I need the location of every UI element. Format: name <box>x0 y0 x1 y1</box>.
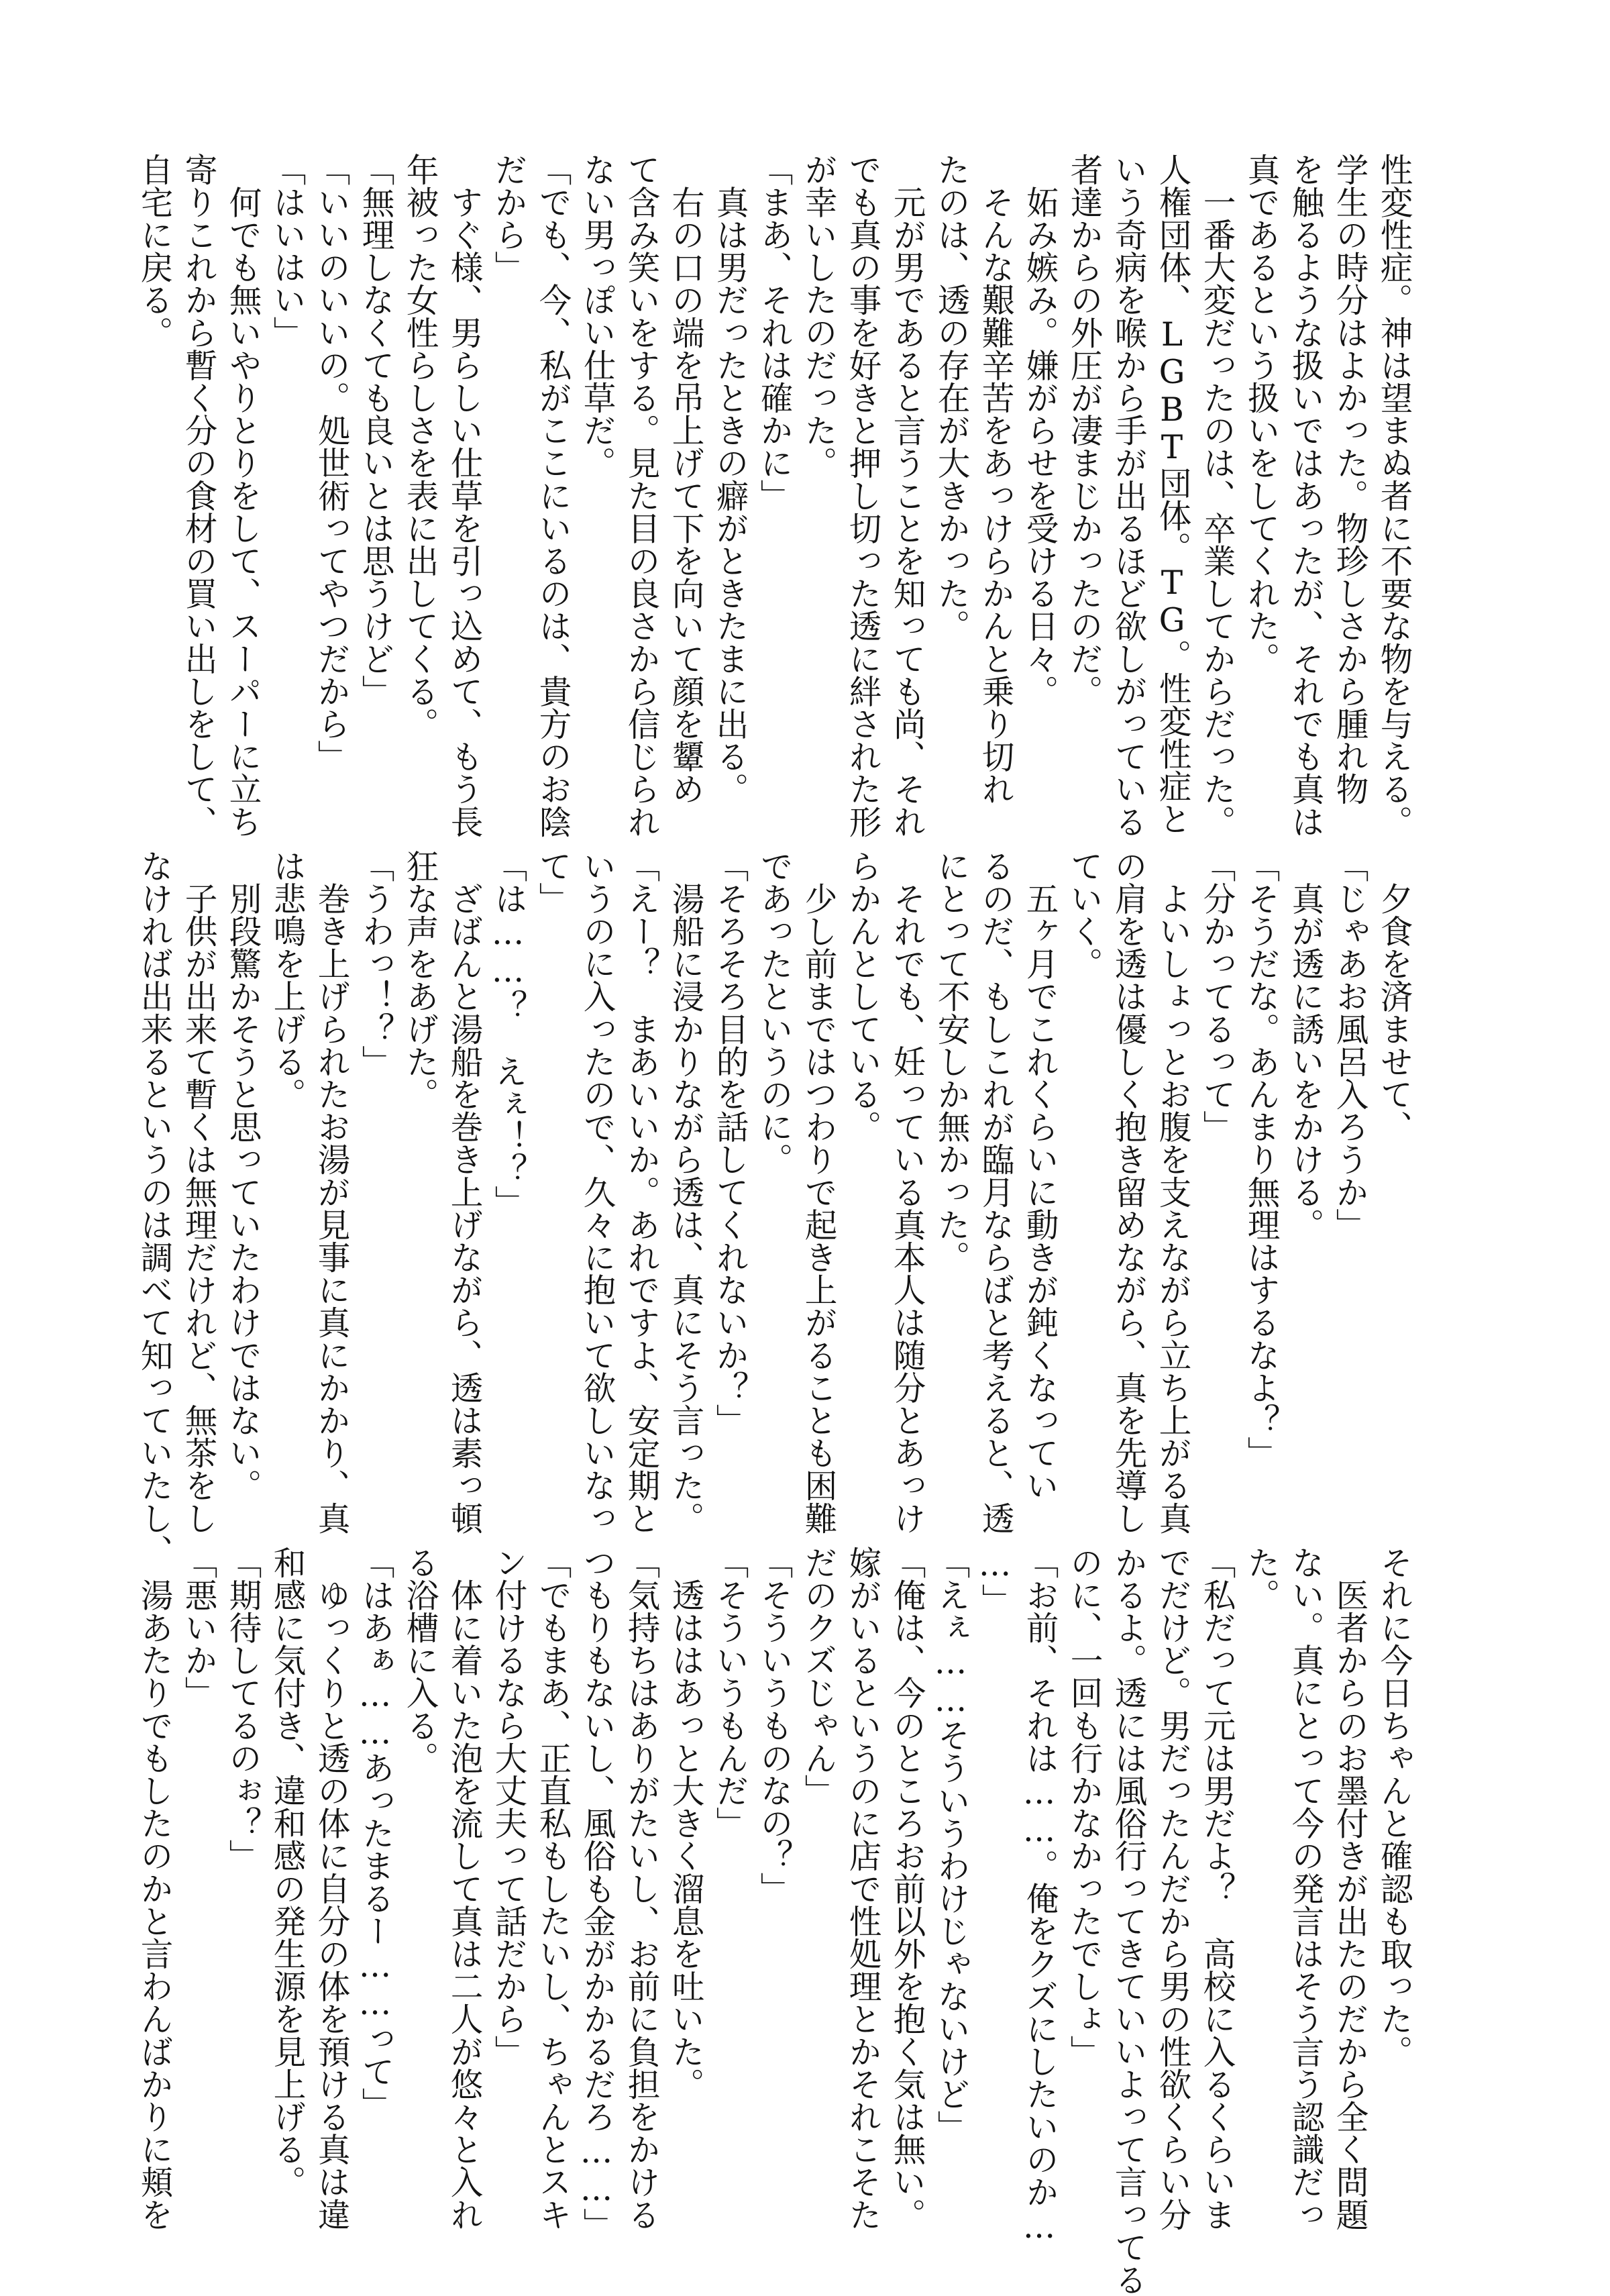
text-line: 透ははあっと大きく溜息を吐いた。 <box>666 1546 704 2101</box>
text-line: 自宅に戻る。 <box>135 153 172 349</box>
text-line: であったというのに。 <box>755 849 792 1176</box>
text-line: 「はあぁ……あったまるー……って」 <box>356 1546 394 2120</box>
text-line: 「いいのいいの。処世術ってやつだから」 <box>312 153 350 773</box>
text-line: 湯あたりでもしたのかと言わんばかりに頬を <box>135 1546 172 2231</box>
text-line: 「お前、それは……。俺をクズにしたいのか… <box>1020 1546 1058 2246</box>
text-line: るのだ、もしこれが臨月ならばと考えると、透 <box>976 849 1014 1534</box>
text-line: 学生の時分はよかった。物珍しさから腫れ物 <box>1330 153 1368 805</box>
text-block-upper <box>135 153 1415 838</box>
text-line: 右の口の端を吊上げて下を向いて顔を顰め <box>666 153 704 805</box>
text-line: でも真の事を好きと押し切った透に絆された形 <box>843 153 881 838</box>
text-line: 真であるという扱いをしてくれた。 <box>1242 153 1279 675</box>
text-line: にとって不安しか無かった。 <box>932 849 969 1273</box>
text-line: 「でも、今、私がここにいるのは、貴方のお陰 <box>533 153 571 838</box>
text-line: そんな艱難辛苦をあっけらかんと乗り切れ <box>976 153 1014 805</box>
text-line: 寄りこれから暫く分の食材の買い出しをして、 <box>179 153 217 838</box>
text-line: る浴槽に入る。 <box>400 1546 438 1775</box>
text-line: が幸いしたのだった。 <box>799 153 837 479</box>
text-line: 医者からのお墨付きが出たのだから全く問題 <box>1330 1546 1368 2231</box>
text-line: それでも、妊っている真本人は随分とあっけ <box>888 849 925 1534</box>
text-line: 子供が出来て暫くは無理だけれど、無茶をし <box>179 849 217 1534</box>
text-line: は悲鳴を上げる。 <box>268 849 305 1110</box>
text-line: ざばんと湯船を巻き上げながら、透は素っ頓 <box>445 849 482 1534</box>
text-line: の肩を透は優しく抱き留めながら、真を先導し <box>1109 849 1146 1534</box>
text-line: 妬み嫉み。嫌がらせを受ける日々。 <box>1020 153 1058 708</box>
text-line: 「うわっ！？」 <box>356 849 394 1078</box>
text-line: 一番大変だったのは、卒業してからだった。 <box>1197 153 1235 838</box>
text-line: ない男っぽい仕草だ。 <box>578 153 615 479</box>
text-line: て含み笑いをする。見た目の良さから信じられ <box>622 153 659 838</box>
text-line: 「期待してるのぉ？」 <box>223 1546 261 1872</box>
text-line: いうのに入ったので、久々に抱いて欲しいなっ <box>578 849 615 1534</box>
text-line: 何でも無いやりとりをして、スーパーに立ち <box>223 153 261 838</box>
text-line: ていく。 <box>1065 849 1102 980</box>
text-line: 「悪いか」 <box>179 1546 217 1709</box>
text-line: 元が男であると言うことを知っても尚、それ <box>888 153 925 838</box>
text-line: 「じゃあお風呂入ろうか」 <box>1330 849 1368 1241</box>
text-line: 「えぇ……そういうわけじゃないけど」 <box>932 1546 969 2143</box>
text-line: だのクズじゃん」 <box>799 1546 837 1807</box>
text-line: 「はいはい」 <box>268 153 305 349</box>
text-line: 「まあ、それは確かに」 <box>755 153 792 512</box>
text-line: 体に着いた泡を流して真は二人が悠々と入れ <box>445 1546 482 2231</box>
text-line: 少し前まではつわりで起き上がることも困難 <box>799 849 837 1534</box>
text-line: でだけど。男だったんだから男の性欲くらい分 <box>1153 1546 1191 2231</box>
text-line: た。 <box>1242 1546 1279 1612</box>
text-line: 「は……？ えぇ！？」 <box>489 849 527 1218</box>
text-line: 性変性症。神は望まぬ者に不要な物を与える。 <box>1375 153 1412 838</box>
text-line: たのは、透の存在が大きかった。 <box>932 153 969 642</box>
text-line: つもりもないし、風俗も金がかかるだろ……」 <box>578 1546 615 2241</box>
text-line: を触るような扱いではあったが、それでも真は <box>1286 153 1324 838</box>
text-line: よいしょっとお腹を支えながら立ち上がる真 <box>1153 849 1191 1534</box>
text-block-lower <box>135 1546 1415 2296</box>
text-line: 「でもまあ、正直私もしたいし、ちゃんとスキ <box>533 1546 571 2231</box>
text-line: 狂な声をあげた。 <box>400 849 438 1110</box>
text-line: 嫁がいるというのに店で性処理とかそれこそた <box>843 1546 881 2231</box>
text-line: 夕食を済ませて、 <box>1375 849 1412 1143</box>
text-line: 「私だって元は男だよ？ 高校に入るくらいま <box>1197 1546 1235 2231</box>
text-line: ン付けるなら大丈夫って話だから」 <box>489 1546 527 2068</box>
text-line: それに今日ちゃんと確認も取った。 <box>1375 1546 1412 2068</box>
text-line: 人権団体、LGBT団体。TG。性変性症と <box>1153 153 1191 835</box>
text-line: 「気持ちはありがたいし、お前に負担をかける <box>622 1546 659 2231</box>
text-line: 湯船に浸かりながら透は、真にそう言った。 <box>666 849 704 1534</box>
text-line: 「そういうものなの？」 <box>755 1546 792 1905</box>
text-line: 年被った女性らしさを表に出してくる。 <box>400 153 438 740</box>
text-line: 「俺は、今のところお前以外を抱く気は無い。 <box>888 1546 925 2231</box>
text-line: 「そろそろ目的を話してくれないか？」 <box>710 849 748 1437</box>
text-line: 和感に気付き、違和感の発生源を見上げる。 <box>268 1546 305 2198</box>
text-line: 者達からの外圧が凄まじかったのだ。 <box>1065 153 1102 708</box>
text-line: 「えー？ まあいいか。あれですよ、安定期と <box>622 849 659 1534</box>
text-block-middle <box>135 849 1415 1567</box>
text-line: 真は男だったときの癖がときたまに出る。 <box>710 153 748 805</box>
text-line: 巻き上げられたお湯が見事に真にかかり、真 <box>312 849 350 1534</box>
text-line: かるよ。透には風俗行ってきていいよって言ってる <box>1109 1546 1146 2296</box>
text-line: なければ出来るというのは調べて知っていたし、 <box>135 849 172 1567</box>
text-line: 「無理しなくても良いとは思うけど」 <box>356 153 394 708</box>
text-line: らかんとしている。 <box>843 849 881 1143</box>
text-line: ゆっくりと透の体に自分の体を預ける真は違 <box>312 1546 350 2231</box>
text-line: 別段驚かそうと思っていたわけではない。 <box>223 849 261 1502</box>
text-line: …」 <box>976 1546 1014 1616</box>
text-line: て」 <box>533 849 571 915</box>
text-line: 「そうだな。あんまり無理はするなよ？」 <box>1242 849 1279 1469</box>
text-line: いう奇病を喉から手が出るほど欲しがっている <box>1109 153 1146 838</box>
text-line: 「分かってるって」 <box>1197 849 1235 1143</box>
text-line: すぐ様、男らしい仕草を引っ込めて、もう長 <box>445 153 482 838</box>
text-line: 五ヶ月でこれくらいに動きが鈍くなってい <box>1020 849 1058 1502</box>
text-line: ない。真にとって今の発言はそう言う認識だっ <box>1286 1546 1324 2231</box>
text-line: だから」 <box>489 153 527 284</box>
text-line: 「そういうもんだ」 <box>710 1546 748 1840</box>
text-line: 真が透に誘いをかける。 <box>1286 849 1324 1241</box>
text-line: のに、一回も行かなかったでしょ」 <box>1065 1546 1102 2068</box>
